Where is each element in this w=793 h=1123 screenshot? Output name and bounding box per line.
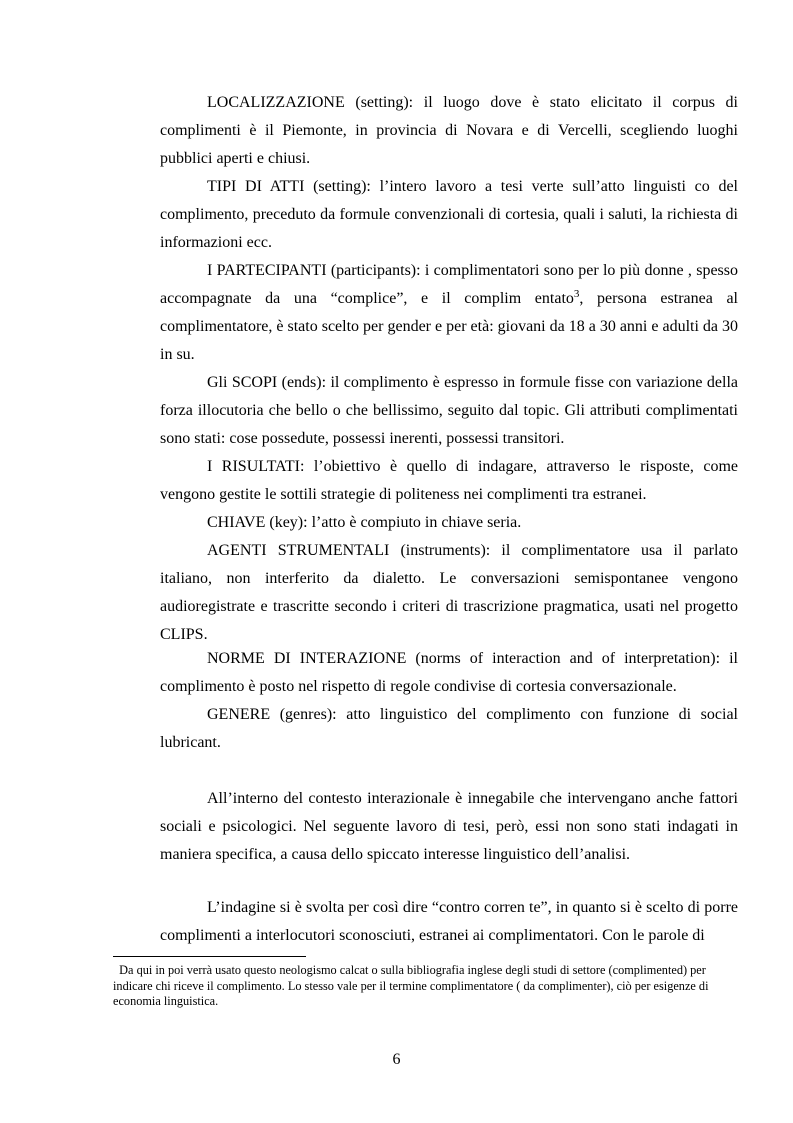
paragraph-tipi-di-atti: TIPI DI ATTI (setting): l’intero lavoro a tesi verte sull’atto linguisti co del complimento, preceduto da formule convenzionali di cortesia, quali i saluti, la richiesta di informazioni ecc. [160,178,738,251]
paragraph-partecipanti: I PARTECIPANTI (participants): i complimentatori sono per lo più donne , spesso accompagnate da una “complice”, e il complim entato$^3$, persona estranea al complimentatore, è stato scelto per gender e per età: giovani da 18 a 30 anni e adulti da 30 in su. [160,262,739,363]
paragraph-chiave: CHIAVE (key): l’atto è compiuto in chiave seria. [207,514,522,531]
paragraph-agenti-strumentali: AGENTI STRUMENTALI (instruments): il complimentatore usa il parlato italiano, non interferito da dialetto. Le conversazioni semispontanee vengono audioregistrate e trascritte secondo i criteri di trascrizione pragmatica, usati nel progetto CLIPS. [160,542,738,643]
footnote: Da qui in poi verrà usato questo neologismo calcat o sulla bibliografia inglese degli studi di settore (complimented) per indicare chi riceve il complimento. Lo stesso vale per il termine complimentatore ( da complimenter), ciò per esigenze di economia linguistica. [113,963,709,1008]
paragraph-risultati: I RISULTATI: l’obiettivo è quello di indagare, attraverso le risposte, come vengono gestite le sottili strategie di politeness nei complimenti tra estranei. [160,458,738,503]
paragraph-localizzazione: LOCALIZZAZIONE (setting): il luogo dove è stato elicitato il corpus di complimenti è il Piemonte, in provincia di Novara e di Vercelli, scegliendo luoghi pubblici aperti e chiusi. [160,94,738,167]
footnote-reference: 3 [573,288,580,300]
paragraph-genere: GENERE (genres): atto linguistico del complimento con funzione di social lubricant. [160,706,738,751]
paragraph-scopi: Gli SCOPI (ends): il complimento è espresso in formule fisse con variazione della forza illocutoria che bello o che bellissimo, seguito dal topic. Gli attributi complimentati sono stati: cose possedute, possessi inerenti, possessi transitori. [160,374,738,447]
paragraph-contesto: All’interno del contesto interazionale è innegabile che intervengano anche fattori sociali e psicologici. Nel seguente lavoro di tesi, però, essi non sono stati indagati in maniera specifica, a causa dello spiccato interesse linguistico dell’analisi. [160,790,738,863]
page-number: 6 [392,1051,401,1068]
paragraph-norme-di-interazione: NORME DI INTERAZIONE (norms of interaction and of interpretation): il complimento è posto nel rispetto di regole condivise di cortesia conversazionale. [160,650,738,695]
footnote-separator [113,956,306,957]
paragraph-indagine: L’indagine si è svolta per così dire “contro corren te”, in quanto si è scelto di porre complimenti a interlocutori sconosciuti, estranei ai complimentatori. Con le parole di [160,899,738,944]
